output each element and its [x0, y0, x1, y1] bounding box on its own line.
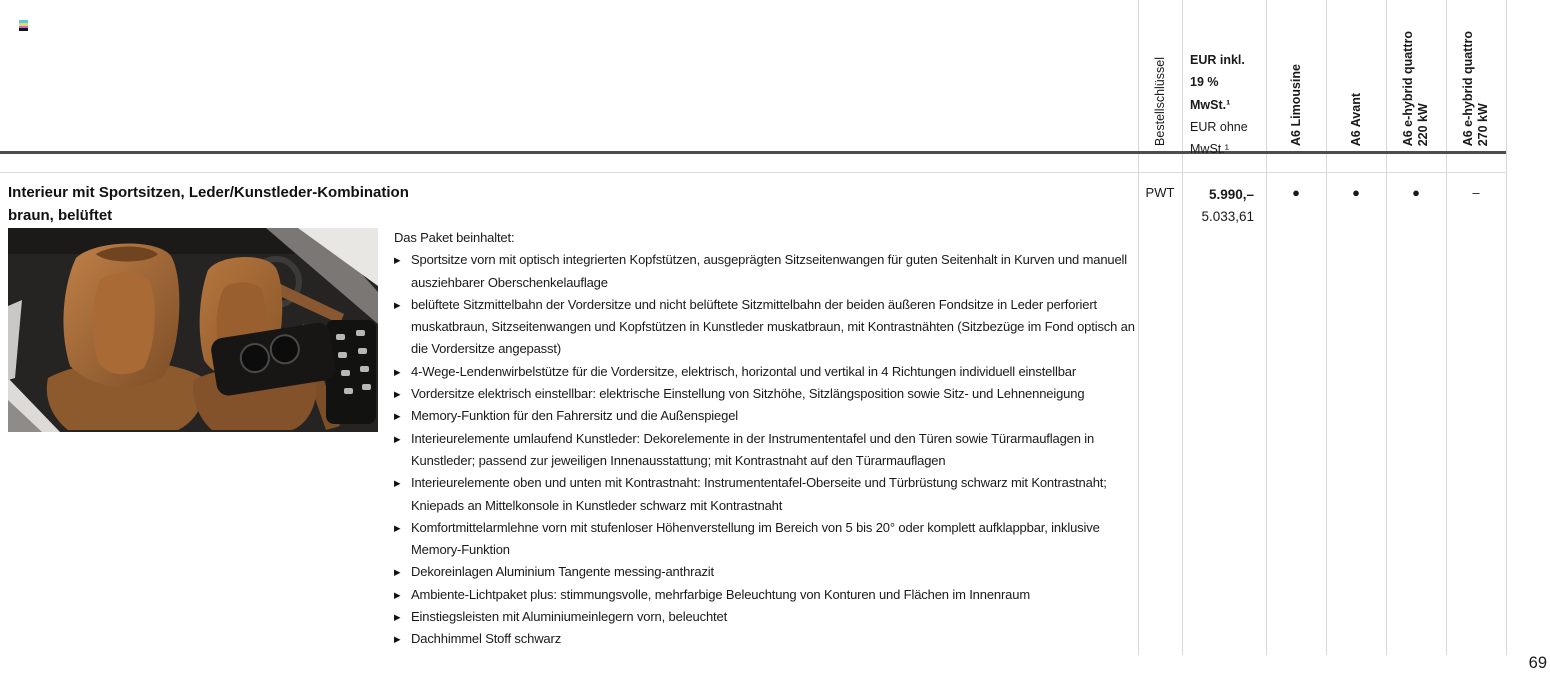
price-header-line: 19 % MwSt.¹	[1190, 75, 1231, 112]
list-item: ▶ Interieurelemente oben und unten mit Kontrastnaht: Instrumententafel-Oberseite und Türbrüstung schwarz mit Kontrastnaht; Kniepads an Mittelkonsole in Kunstleder schwarz mit Kontrastnaht	[394, 472, 1138, 517]
list-item: ▶ Vordersitze elektrisch einstellbar: elektrische Einstellung von Sitzhöhe, Sitzlängsposition sowie Sitz- und Lehnenneigung	[394, 383, 1138, 405]
column-header-label: A6 e-hybrid quattro 220 kW	[1401, 30, 1430, 146]
bullet-icon: ▶	[394, 589, 401, 600]
list-item: ▶ Interieurelemente umlaufend Kunstleder: Dekorelemente in der Instrumententafel und den Türen sowie Türarmauflagen in Kunstleder; passend zur jeweiligen Innenausstattung; mit Kontrastnaht auf den Türarmauflagen	[394, 428, 1138, 473]
order-code: PWT	[1145, 185, 1175, 200]
bullet-icon: ▶	[394, 634, 401, 645]
availability-a6-avant: ●	[1352, 185, 1360, 200]
column-header-label: A6 e-hybrid quattro 270 kW	[1461, 30, 1490, 146]
price-header-line: EUR ohne	[1190, 119, 1248, 134]
price-excl-vat: 5.033,61	[1201, 209, 1254, 225]
package-details	[394, 227, 1138, 651]
availability-a6-limousine: ●	[1292, 185, 1300, 200]
list-item: ▶ 4-Wege-Lendenwirbelstütze für die Vordersitze, elektrisch, horizontal und vertikal in 4 Richtungen individuell einstellbar	[394, 361, 1138, 383]
list-item: ▶ Einstiegsleisten mit Aluminiumeinlegern vorn, beleuchtet	[394, 606, 1138, 628]
bullet-icon: ▶	[394, 255, 401, 266]
column-header-a6-ehybrid-220	[1386, 0, 1446, 146]
bullet-icon: ▶	[394, 522, 401, 533]
package-title	[8, 181, 409, 227]
column-header-label: A6 Limousine	[1288, 64, 1303, 146]
availability-a6-ehybrid-270: –	[1472, 185, 1480, 200]
column-header-label: Bestellschlüssel	[1152, 57, 1167, 146]
header-divider-line	[0, 151, 1506, 154]
list-item: ▶ belüftete Sitzmittelbahn der Vordersitze und nicht belüftete Sitzmittelbahn der beiden äußeren Fondsitze in Leder perforiert muskatbraun, Sitzseitenwangen und Kopfstützen in Kunstleder muskatbraun, mit Kontrastnähten (Sitzbezüge im Fond optisch an die Vordersitze angepasst)	[394, 294, 1138, 361]
bullet-icon: ▶	[394, 389, 401, 400]
list-item: ▶ Ambiente-Lichtpaket plus: stimmungsvolle, mehrfarbige Beleuchtung von Konturen und Flächen im Innenraum	[394, 584, 1138, 606]
table-column-line	[1182, 0, 1183, 655]
column-header-price	[1190, 49, 1262, 160]
package-title-line2: braun, belüftet	[8, 207, 113, 224]
price-cell	[1182, 184, 1254, 229]
print-registration-mark-icon	[19, 20, 28, 31]
bullet-icon: ▶	[394, 433, 401, 444]
availability-a6-ehybrid-220: ●	[1412, 185, 1420, 200]
column-header-a6-limousine	[1266, 0, 1326, 146]
price-header-line: MwSt.¹	[1190, 142, 1229, 157]
package-intro: Das Paket beinhaltet:	[394, 230, 515, 245]
bullet-icon: ▶	[394, 366, 401, 377]
table-column-line	[1506, 0, 1507, 655]
column-header-bestellschluessel	[1138, 0, 1182, 146]
list-item: ▶ Dekoreinlagen Aluminium Tangente messing-anthrazit	[394, 561, 1138, 583]
column-header-a6-ehybrid-270	[1446, 0, 1506, 146]
price-header-line: EUR inkl.	[1190, 53, 1245, 67]
interior-photo-graphic	[8, 228, 378, 432]
bullet-icon: ▶	[394, 612, 401, 623]
package-title-line1: Interieur mit Sportsitzen, Leder/Kunstleder-Kombination	[8, 184, 409, 201]
column-header-a6-avant	[1326, 0, 1386, 146]
interior-photo	[8, 228, 378, 432]
page-number: 69	[1528, 654, 1547, 672]
bullet-icon: ▶	[394, 567, 401, 578]
list-item: ▶ Sportsitze vorn mit optisch integrierten Kopfstützen, ausgeprägten Sitzseitenwangen für guten Seitenhalt in Kurven und manuell ausziehbarer Oberschenkelauflage	[394, 249, 1138, 294]
list-item: ▶ Memory-Funktion für den Fahrersitz und die Außenspiegel	[394, 405, 1138, 427]
bullet-icon: ▶	[394, 299, 401, 310]
row-top-line	[0, 172, 1506, 173]
list-item: ▶ Komfortmittelarmlehne vorn mit stufenloser Höhenverstellung im Bereich von 5 bis 20° oder komplett aufklappbar, inklusive Memory-Funktion	[394, 517, 1138, 562]
list-item: ▶ Dachhimmel Stoff schwarz	[394, 628, 1138, 650]
print-mark-stripe	[19, 28, 28, 31]
column-header-label: A6 Avant	[1348, 92, 1363, 146]
price-incl-vat: 5.990,–	[1208, 187, 1254, 202]
bullet-icon: ▶	[394, 478, 401, 489]
bullet-icon: ▶	[394, 411, 401, 422]
